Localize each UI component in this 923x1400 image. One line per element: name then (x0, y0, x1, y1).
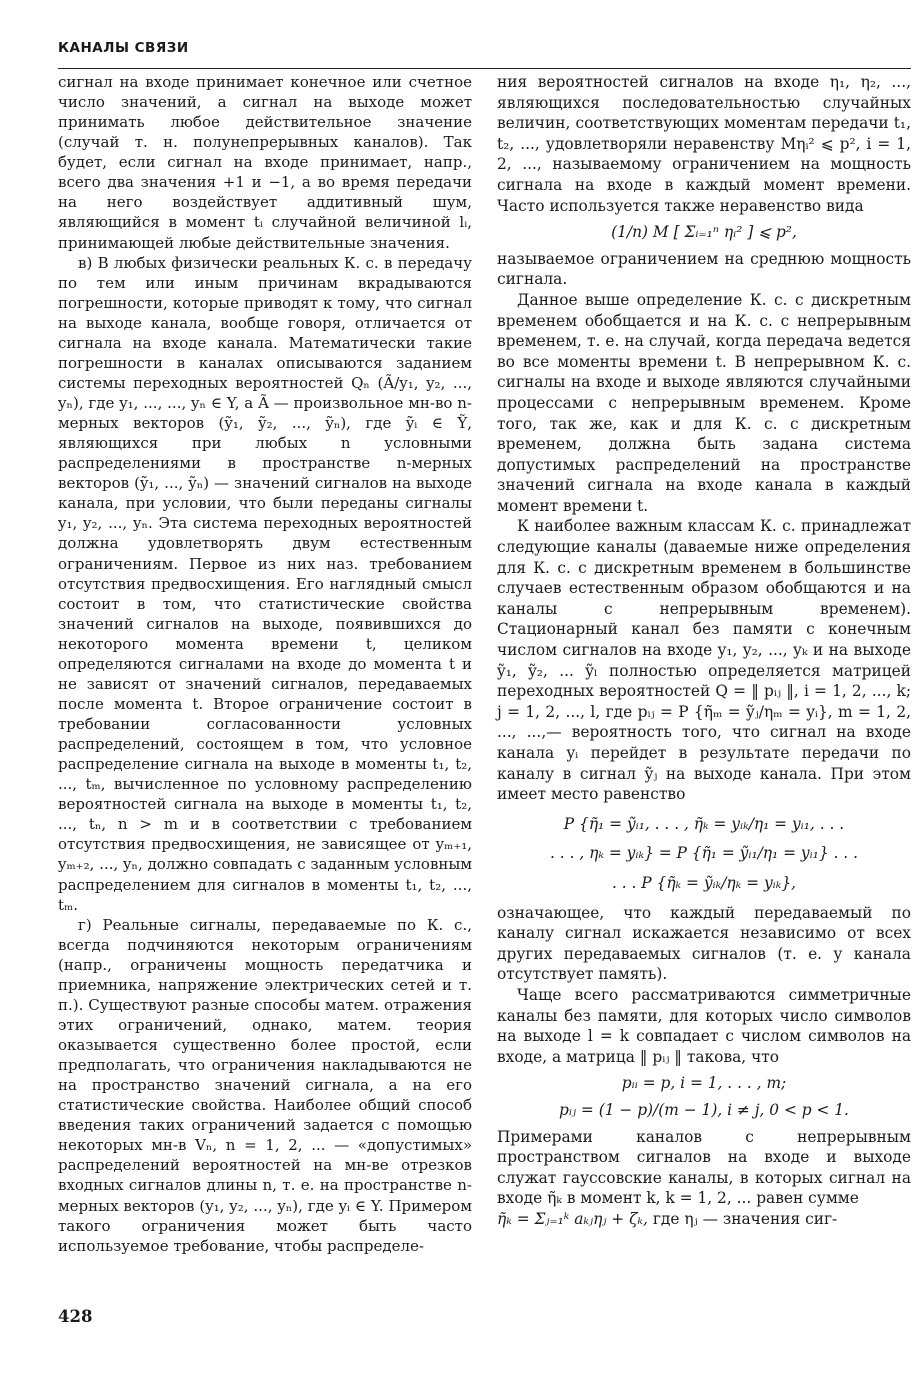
formula-symmetric-offdiag: pᵢⱼ = (1 − p)/(m − 1), i ≠ j, 0 < p < 1. (559, 1100, 849, 1119)
right-paragraph-symmetric: Чаще всего рассматриваются симметричные каналы без памяти, для которых число символов на выходе l = k совпадает с числом символов на входе, а матрица ‖ pᵢⱼ ‖ такова, что (497, 985, 911, 1066)
gaussian-sum-tail: где ηⱼ — значения сиг- (652, 1209, 838, 1228)
header-rule (58, 68, 911, 69)
left-paragraph-continued: сигнал на входе принимает конечное или счетное число значений, а сигнал на выходе может принимать любое действительное значение (случай т. н. полунепрерывных каналов). Так будет, если сигнал на входе принимает, напр., всего два значения +1 и −1, а во время передачи на него воздействует аддитивный шум, являющийся в момент tᵢ случайной величиной lᵢ, принимающей любые действительные значения. (58, 73, 472, 252)
formula-gaussian-sum: η̃ₖ = Σⱼ₌₁ᵏ aₖⱼηⱼ + ζₖ, (497, 1209, 648, 1228)
right-paragraph-gaussian: Примерами каналов с непрерывным пространством сигналов на входе и выходе служат гауссовские каналы, в которых сигнал на входе η̃ₖ в момент k, k = 1, 2, ... равен сумме (497, 1127, 911, 1208)
page-number: 428 (58, 1307, 93, 1326)
right-paragraph-channel-classes: К наиболее важным классам К. с. принадлежат следующие каналы (даваемые ниже определения для К. с. с дискретным временем в большинстве случаев естественным образом обобщаются и на каналы с непрерывным временем). Стационарный канал без памяти с конечным числом сигналов на входе y₁, y₂, ..., yₖ и на выходе ỹ₁, ỹ₂, ... ỹₗ полностью определяется матрицей переходных вероятностей Q = ‖ pᵢⱼ ‖, i = 1, 2, ..., k; j = 1, 2, ..., l, где pᵢⱼ = P {η̃ₘ = ỹⱼ/ηₘ = yᵢ}, m = 1, 2, ..., ...,— вероятность того, что сигнал на входе канала yᵢ перейдет в результате передачи по каналу в сигнал ỹⱼ на выходе канала. При этом имеет место равенство (497, 517, 911, 804)
formula-gaussian-sum-line (497, 1209, 911, 1230)
running-header: КАНАЛЫ СВЯЗИ (58, 40, 189, 56)
formula-memoryless-line1: P {η̃₁ = ỹᵢ₁, . . . , η̃ₖ = yᵢₖ/η₁ = yᵢ₁, . . . (563, 814, 845, 833)
formula-symmetric-diag: pᵢᵢ = p, i = 1, . . . , m; (621, 1074, 787, 1093)
left-paragraph-v: в) В любых физически реальных К. с. в передачу по тем или иным причинам вкрадываются погрешности, которые приводят к тому, что сигнал на выходе канала, вообще говоря, отличается от сигнала на входе канала. Математически такие погрешности в каналах описываются заданием системы переходных вероятностей Qₙ (Ã/y₁, y₂, ..., yₙ), где y₁, ..., ..., yₙ ∈ Y, а Ã — произвольное мн-во n-мерных векторов (ỹ₁, ỹ₂, ..., ỹₙ), где ỹᵢ ∈ Ỹ, являющихся при любых n условными распределениями в пространстве n-мерных векторов (ỹ₁, ..., ỹₙ) — значений сигналов на выходе канала, при условии, что были переданы сигналы y₁, y₂, ..., yₙ. Эта система переходных вероятностей должна удовлетворять двум естественным ограничениям. Первое из них наз. требованием отсутствия предвосхищения. Его наглядный смысл состоит в том, что статистические свойства значений сигналов на выходе, появившихся до некоторого момента времени t, целиком определяются сигналами на входе до момента t и не зависят от значений сигналов, передаваемых после момента t. Второе ограничение состоит в требовании согласованности условных распределений, состоящем в том, что условное распределение сигнала на выходе в моменты t₁, t₂, ..., tₘ, вычисленное по условному распределению вероятностей сигнала на выходе в моменты t₁, t₂, ..., tₙ, n > m и в соответствии с требованием отсутствия предвосхищения, не зависящее от yₘ₊₁, yₘ₊₂, ..., yₙ, должно совпадать с заданным условным распределением для сигналов в моменты t₁, t₂, ..., tₘ. (58, 253, 472, 914)
right-paragraph-continuous-time: Данное выше определение К. с. с дискретным временем обобщается и на К. с. с непрерывным временем, т. е. на случай, когда передача ведется во все моменты времени t. В непрерывном К. с. сигналы на входе и выходе являются случайными процессами с непрерывным временем. Кроме того, так же, как и для К. с. с дискретным временем, должна быть задана система допустимых распределений на пространстве значений сигнала на входе канала в каждый момент времени t. (497, 290, 911, 515)
right-paragraph-continued: ния вероятностей сигналов на входе η₁, η₂, ..., являющихся последовательностью случайных величин, соответствующих моментам передачи t₁, t₂, ..., удовлетворяли неравенству Mηᵢ² ⩽ p², i = 1, 2, ..., называемому ограничением на мощность сигнала на входе в каждый момент времени. Часто используется также неравенство вида (497, 73, 911, 215)
right-paragraph-continued-tail: называемое ограничением на среднюю мощность сигнала. (497, 249, 911, 289)
formula-memoryless-line3: . . . P {η̃ₖ = ỹᵢₖ/ηₖ = yᵢₖ}, (611, 873, 797, 892)
formula-mean-power: (1/n) M [ Σᵢ₌₁ⁿ ηᵢ² ] ⩽ p², (611, 223, 797, 242)
right-paragraph-independence: означающее, что каждый передаваемый по каналу сигнал искажается независимо от всех других передаваемых сигналов (т. е. у канала отсутствует память). (497, 903, 911, 984)
formula-memoryless-line2: . . . , ηₖ = yᵢₖ} = P {η̃₁ = ỹᵢ₁/η₁ = yᵢ₁} . . . (550, 844, 858, 863)
left-paragraph-g: г) Реальные сигналы, передаваемые по К. с., всегда подчиняются некоторым ограничениям (напр., ограничены мощность передатчика и приемника, напряжение электрических сетей и т. п.). Существуют разные способы матем. отражения этих ограничений, однако, матем. теория оказывается существенно более простой, если предполагать, что ограничения накладываются не на пространство значений сигнала, а на его статистические свойства. Наиболее общий способ введения таких ограничений задается с помощью некоторых мн-в Vₙ, n = 1, 2, ... — «допустимых» распределений вероятностей на мн-ве отрезков входных сигналов длины n, т. е. на пространстве n-мерных векторов (y₁, y₂, ..., yₙ), где yᵢ ∈ Y. Примером такого ограничения может быть часто используемое требование, чтобы распределе- (58, 915, 472, 1255)
right-column (497, 72, 911, 1229)
left-column (58, 72, 472, 1256)
